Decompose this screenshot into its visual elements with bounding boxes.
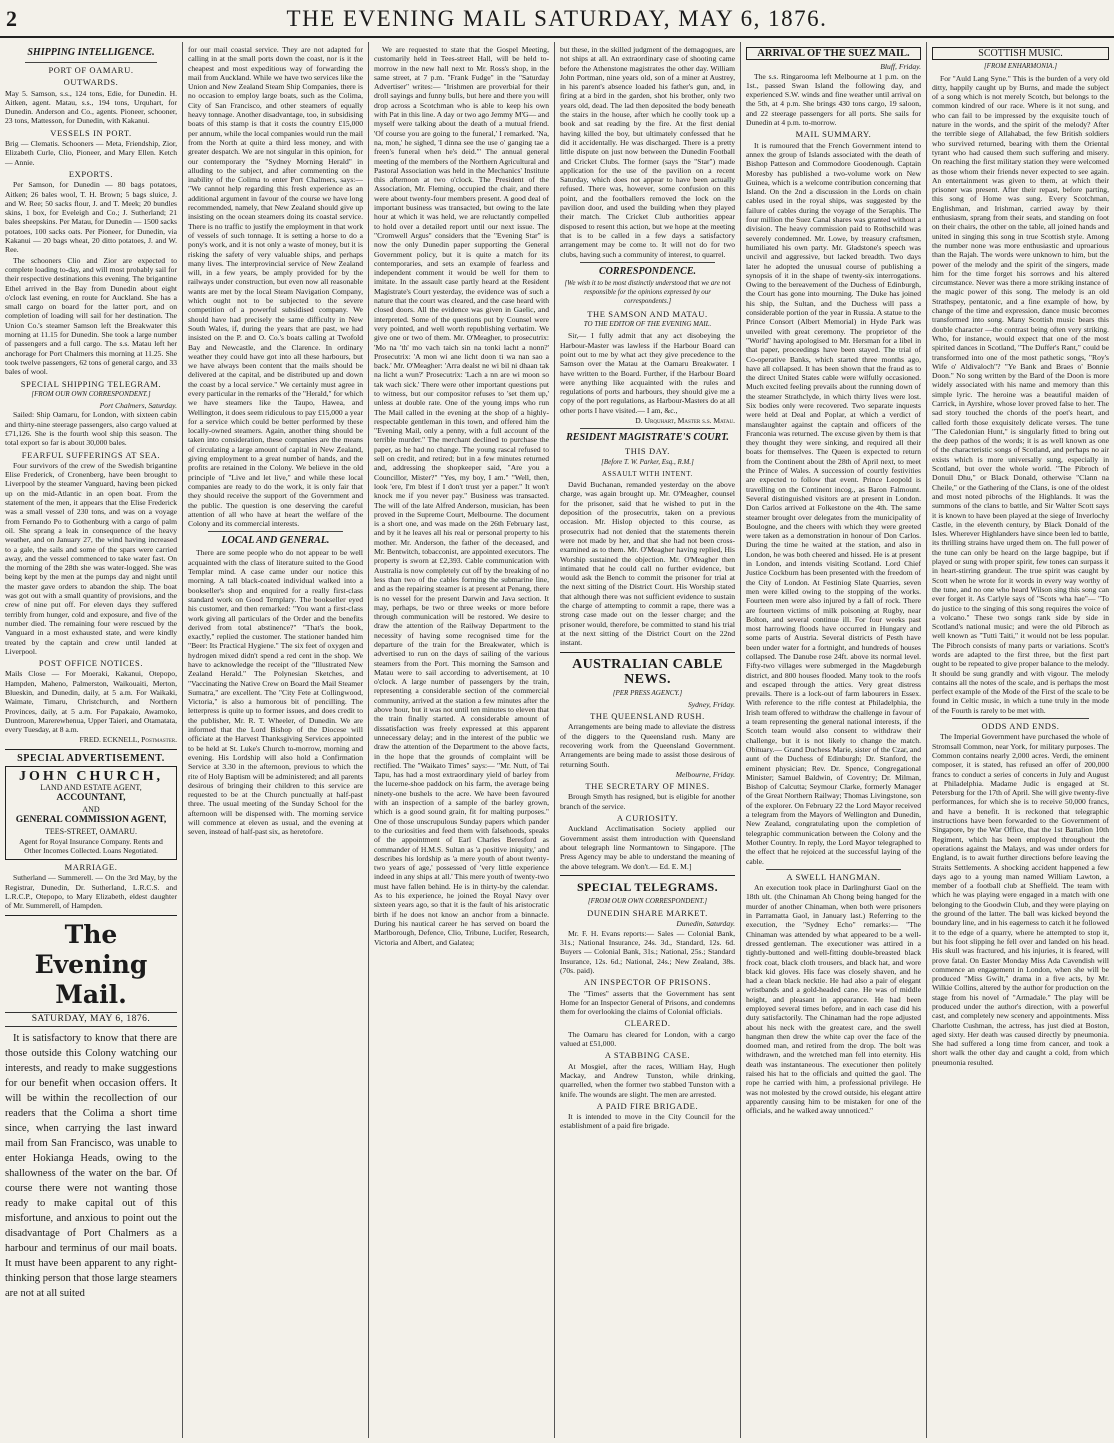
post-office-text: Mails Close — For Moeraki, Kakanui, Otepopo, Hampden, Maheno, Palmerston, Waikouaiti, Merton, Blueskin, and Dunedin, daily, at 5 a.m. For Waikaki, Waimate, Timaru, Christchurch, and Northern Provinces, daily, at 5 a.m. For Papakaio, Awamoko, Duntroon, Marerewhenua, Upper Taieri, and Otamatata, every Tuesday, at 8 a.m. [5, 669, 177, 735]
ad-line: TEES-STREET, OAMARU. [44, 827, 138, 837]
court-day: THIS DAY. [624, 446, 671, 457]
leader-text: It is satisfactory to know that there are those outside this Colony watching our interests, and ready to make suggestions for our benefit when occasion offers. It will be within the recollection of our readers that the Colima a short time since, when carrying the last inward mail from San Francisco, was unable to enter Hokianga Heads, owing to the shallowness of the water on the bar. Of course there were not wanting those ready to make capital out of this misfortune, and anxious to point out the disadvantage of Port Chalmers as a harbour and terminus of our mail boats. It must have been apparent to any right-thinking person that those large steamers are not at all suited [5, 1032, 177, 1299]
curiosity-text: Auckland Acclimatisation Society applied our Government assist them introduction with Queensland about telegraph line Normantown to Singapore. [The Press Agency may be able to understand the meaning of the above telegram. We don't.— Ed. E. M.] [560, 824, 735, 871]
local-general-continued: We are requested to state that the Gospel Meeting, customarily held in Tees-street Hall, will be held to-morrow in the new hall next to Mr. Ross's shop, in the same street, at 7 p.m. "Frank Fudge" in the "Saturday Advertiser" writes:— "Irishmen are proverbial for their droll sayings and funny bulls, but here and there you will drop across a Scotchman who is able to keep his own with Pat in this line. A day or two ago Jemmy M'G— and myself were talking about the death of a mutual friend. 'Of course you are going to the funeral,' I remarked. 'Na, na, mon,' he sighed, 'I dinna see the use o' ganging tae a freen's funeral when he's deid.'" The annual general meeting of the members of the Northern Agricultural and Pastoral Association was held in the Mechanics' Institute this afternoon at two o'clock. The President of the Association, Mr. Fleming, occupied the chair, and there were about twenty-four members present. A good deal of important business was transacted, but owing to the late hour at which it was held, we are reluctantly compelled to hold over a detailed report until our next issue. The "Cromwell Argus" considers that the "Evening Star" is now the only Dunedin paper supporting the General Government policy, but it is quite a match for its contemporaries, and sets an example of fearless and independent comment it would be well for them to imitate. In the assault case partly heard at the Resident Magistrate's Court yesterday, the evidence was of such a nature that the court was cleared, and the case heard with closed doors. All the evidence was given in Gaelic, and interpreted. Some of the questions put by Counsel were very pointed, and well worth republishing verbatim. We give one or two of them. Mr. O'Meagher, to prosecutrix: 'Mo na 'th' mo vach taich sin na tonki lacht a nonn?' Prosecutrix: 'A mon wi ane licht doon ti wa nan sao a back.' Mr. O'Meagher: 'Arra dealst ne wi bil ni dhaan tak na licht a wun?' Prosecutrix: 'Lach a nn are wi moon so tak wach sick.' There were other important questions put to witness, but our compositor refuses to 'set them up,' unless at double rate. One of the young imps who run The Mail called in the evening at the shop of a highly-respectable gentleman in this town, and offered him the "Evening Mail, only a penny, with a full account of the terrible murder." The merchant declined to purchase the paper, as he had no change. The young rascal refused to sell on credit, and retired; but in a few minutes returned and, addressing the shopkeeper said, "Are you a Councillor, Mister?" "Yes, my boy, I am." "Well, then, look 'ere, I'm blest if I don't trust yer a paper." It won't knock me if you never pay." Business was transacted. The will of the late Alfred Anderson, musician, has been proved in the Supreme Court, Melbourne. The document is a short one, and was made on the 26th February last, and by it he leaves all his real or personal property to his mother. Mr. Anderson, the father of the deceased, and Mr. Bentwitch, tobacconist, are appointed executors. The property is sworn at £2,393. Cable communication with Australia is now completely cut off by the breaking of no less than two of the cables forming the submarine line, and as the repairing steamer is at present at Penang, there is no vessel for the present Darwin and Java section. It may, perhaps, be two or three weeks or more before through communication will be restored. We desire to draw the attention of the Railway Department to the necessity of having some recognised time for the departure of the train for the Breakwater, which is advertised to run on the days of sailing of the various steamers from the Port. This morning the Samson and Matau were to sail according to advertisement, at 10 o'clock. A large number of passengers by the train, representing a considerable section of the commercial community, arrived at the station a few minutes after the above hour, but it was not until ten minutes to eleven that the train finally started. A considerable amount of dissatisfaction was freely expressed at this apparent unnecessary delay; and in the interest of the public we draw the attention of the Department to the above facts, in the hope that the grounds of complaint will be rectified. The "Waikato Times" says:— "Mr. Nutt, of Tai Tapu, has had a most extraordinary yield of barley from the lucerne-shoe paddock on his farm, the average being ninety-one bushels to the acre. We have been favoured with an inspection of a sample of the barley grown, which is a good sound grain, fit for malting purposes." One of those unscrupulous Sunday papers which pander to the curiosities and feed them with falsehoods, speaks of the appointment of Earl Charles Beresford as commander of H.M.S. Sultan as 'a positive iniquity,' and describes his lordship as 'a mere youth of about twenty-two years of age,' possessed of 'very little experience indeed in any ships at all.' This mere youth of twenty-two must have fallen behind. He is in thirty-by the calendar. As to his experience, he joined the Royal Navy over sixteen years ago, so that it is the fault of his aristocratic birth if he does not know an anchor from a binnacle. During his nautical career he has served on board the Marlborough, Defence, Clio, Tribune, Lucifer, Research, Victoria and Albert, and Galatea; [374, 45, 549, 947]
divider [560, 875, 735, 876]
suez-text: The s.s. Ringarooma left Melbourne at 1 p.m. on the 1st., passed Swan Island the following day, and experienced S.W. winds and fine weather until arrival on the 5th, at 4 p.m. She brings 430 tons cargo, 19 saloon, and 22 steerage passengers for all ports. She sails for Dunedin at 4 p.m. to-morrow. [746, 71, 921, 128]
cable-dateline: Melbourne, Friday. [675, 769, 735, 779]
divider [580, 262, 715, 263]
correspondence-note: [We wish it to be most distinctly understood that we are not responsible for the opinions expressed by our correspondents.] [564, 278, 731, 306]
heading-rm-court: RESIDENT MAGISTRATE'S COURT. [566, 432, 729, 444]
heading-cleared: CLEARED. [624, 1018, 671, 1029]
vessels-text: Brig — Clematis. Schooners — Meta, Friendship, Zior, Elizabeth Curle, Clio, Pioneer, and Mary Ellen. Ketch — Annie. [5, 139, 177, 167]
divider [25, 62, 157, 63]
cleared-text: The Oamaru has cleared for London, with a cargo valued at £51,000. [560, 1029, 735, 1049]
heading-curiosity: A CURIOSITY. [616, 813, 679, 824]
column-4 [555, 42, 741, 1438]
heading-exports: EXPORTS. [68, 168, 114, 179]
heading-fearful: FEARFUL SUFFERINGS AT SEA. [21, 449, 161, 460]
newspaper-flag: The Evening Mail. [34, 919, 148, 1009]
heading-scottish-music: SCOTTISH MUSIC. [932, 47, 1109, 60]
music-source: [FROM ENHARMONIA.] [983, 62, 1058, 71]
column-1 [0, 42, 183, 1438]
newspaper-title: THE EVENING MAIL SATURDAY, MAY 6, 1876. [286, 6, 828, 31]
heading-correspondence: CORRESPONDENCE. [599, 265, 696, 277]
divider [208, 531, 343, 532]
mines-text: Brough Smyth has resigned, but is eligible for another branch of the service. [560, 792, 735, 811]
court-before: [Before T. W. Parker, Esq., R.M.] [601, 457, 694, 466]
local-general-text: There are some people who do not appear to be well acquainted with the class of literature suited to the Good Templar mind. A case came under our notice this morning. A tall black-coated individual walked into a bookseller's shop and enquired for a really first-class standard work on Good Templary. The bookseller eyed his customer, and then remarked: "You want a first-class work giving all particulars of the Order and the benefits derived from total abstinence?" "That's the book, exactly," replied the customer. The stationer handed him "Beer: Its Practical Hygiene." The six feet of oxygen and hydrogen mixed didn't spend a red cent in the shop. We have to acknowledge the receipt of the "Illustrated New Zealand Herald." The Polynesian Sketches, and "Vaccinating the Native Crew on Board the Mail Steamer Sumatra," are excellent. The "City Fete at Collingwood, Victoria," is also a humorous bit of pencilling. The letterpress is quite up to former issues, and does credit to the publisher, Mr. R. T. Wheeler, of Dunedin. We are informed that the Lord Bishop of the Diocese will officiate at the Harvest Thanksgiving Services appointed to be held at St. Luke's Church to-morrow, morning and evening. His Lordship will also hold a Confirmation Service at 3.30 in the afternoon, previous to which the rite of Holy Baptism will be administered; and all parents desirous of bringing their children to this service are requested to be at the Church punctually at half-past three. The usual meeting of the Sunday School for the afternoon will be dispensed with. The morning service will commence at eleven as usual, and the evening at seven, instead of half-past six, as heretofore. [188, 548, 363, 837]
heading-mail-summary: MAIL SUMMARY. [795, 129, 872, 140]
suez-dateline: Bluff, Friday. [880, 62, 921, 72]
heading-local-general: LOCAL AND GENERAL. [221, 535, 330, 547]
telegram-text: Sailed: Ship Oamaru, for London, with sixteen cabin and thirty-nine steerage passengers, also cargo valued at £71,126. She is the fourth wool ship this season. The total export so far is about 30,000 bales. [5, 410, 177, 448]
ad-name: JOHN CHURCH, [18, 769, 164, 785]
ad-line: AND [82, 805, 100, 815]
letter-signature: D. Urquhart, Master s.s. Matau. [635, 415, 735, 425]
heading-suez-mail: ARRIVAL OF THE SUEZ MAIL. [746, 47, 921, 60]
heading-shipping-telegram: SPECIAL SHIPPING TELEGRAM. [20, 378, 162, 389]
cable-source: [PER PRESS AGENCY.] [612, 688, 683, 697]
heading-queensland-rush: THE QUEENSLAND RUSH. [590, 711, 705, 722]
cable-dateline: Sydney, Friday. [687, 699, 735, 709]
heading-special-telegrams: SPECIAL TELEGRAMS. [576, 879, 719, 894]
share-text: Mr. F. H. Evans reports:— Sales — Colonial Bank, 31s.; National Insurance, 24s. 3d., Standard, 12s. 6d. Buyers — Colonial Bank, 31s.; National, 25s.; Standard Insurance, 12s. 6d.; National, 24s.; New Zealand, 38s. (70s. paid). [560, 928, 735, 975]
ad-line: GENERAL COMMISSION AGENT, [15, 815, 167, 826]
court-charge: ASSAULT WITH INTENT. [602, 469, 693, 478]
heading-swell-hangman: A SWELL HANGMAN. [786, 871, 881, 882]
ad-line: ACCOUNTANT, [56, 793, 126, 804]
column-5 [741, 42, 927, 1438]
heading-fire-brigade: A PAID FIRE BRIGADE. [596, 1100, 699, 1111]
heading-samson-matau: THE SAMSON AND MATAU. [587, 308, 708, 319]
heading-secretary-mines: THE SECRETARY OF MINES. [585, 781, 710, 792]
divider [952, 718, 1089, 719]
ad-line: LAND AND ESTATE AGENT, [40, 783, 142, 793]
divider [5, 915, 177, 916]
divider [580, 428, 715, 429]
mail-summary-text: It is rumoured that the French Government intend to annex the group of Islands associated with the death of Bishop Patteson and Commodore Goodenough. Captain Moresby has published a two-volume work on New Guinea, which is a welcome contribution concerning that Island. On the 2nd a discussion in the Lords on chain cables used in the royal ships, was suggested by the failure of cables during the voyage of the Seraphis. The four million the Suez Canal shares was granted without a division. The heavy commission paid to Rothschild was severely condemned. Mr. Lowe, by treasury craftsmen, humiliated his own party. Mr. Gladstone's speech was uncivil and aggressive, but lacked breadth. Two days later he adopted the unusual course of publishing a synopsis of it in the shape of twenty-six interrogations. Owing to the bereavement of the Duchess of Edinburgh, the Court has gone into mourning. The Duke has joined his ship, the Sultan, and the Duchess will pass a considerable portion of the year in Russia. A statue to the Prince Consort (Albert Memorial) in Hyde Park was unveiled with great ceremony. The proprietor of the "World" having apologised to Mr. Hersman for a libel in that paper, proceedings have been stayed. The trial of Co-operative Banks, which started three months ago, have all collapsed. It has been shown that the fraud as to the direct United States cable were wilfully occasioned. Much excited feeling prevails about the running down of the steamer Strathclyde, in which thirty lives were lost. Six bodies only were recovered. Two separate inquests were held at Deal and Poplar, at which a verdict of manslaughter against the captain and officers of the Franconia was returned. The excuse given by them is that they thought they were sinking, and required all their boats for themselves. The Queen is expected to return from the Continent about the 28th of April next, to meet the Prince of Wales. A succession of courtly festivities are expected to follow that event. Prince Leopold is travelling on the Continent incog., as Baron Falmount. Several distinguished visitors are at present in London. Don Carlos arrived at Folkestone on the 4th. The same steamer brought over delegates from the municipality of Boulogne, and the cheers with which they were greeted were taken as a demonstration in honour of Don Carlos. During the time he waited at the station, and also in London, he was both cheered and hissed. He is at present in London, and intends visiting Scotland. Lord Chief Justice Cockburn has been presented with the freedom of the City of London. At Festiniog Slate Quarries, seven men were killed owing to the stopping of the works. Fourteen men were also injured by a fall of rock. There are fourteen victims of milk poisoning at Rugby, near Bolton, and several continue ill. For four weeks past most harrowing floods have occurred in Hungary and some parts of Austria. Several districts of Pesth have been under water for a fortnight, and hundreds of houses collapsed. The Danube rose 24ft. above its normal level. Fifty-two villages were submerged in the Magdeburgh district, and 800 houses flooded. Many took to the roofs and escaped through the attics. Very great distress prevails. There is a lock-out of farm labourers in Essex. With reference to the rifle contest at Philadelphia, the Irish team offered to withdraw the challenge in favour of a team representing the general national interests, if the Scotch team would also consent to withdraw their challenge, but it is not likely to change the match. Obituary.— Grand Duchess Marie, sister of the Czar, and aunt of the Duchess of Edinburgh; Dr. Stanford, the eminent physician; Rev. Dr. Spence, Congregational Minister; Samuel Baldwin, of Coventry; Dr. Milman, Bishop of Calcutta; Seymour Clarke, formerly Manager of the Great Northern Railway; Thomas Livingstone, son of the explorer. On February 22 the Lord Mayor received a telegram from the Mayors of Wellington and Dunedin, New Zealand, congratulating upon the completion of telegraphic communication between the Colony and the Mother Country. In reply, the Lord Mayor telegraphed to the effect that he rejoiced at the successful laying of the cable. [746, 140, 921, 866]
stabbing-text: At Mosgiel, after the races, William Hay, Hugh Mackay, and Andrew Tunston, while drinking, quarrelled, when the former two stabbed Tunston with a knife. The wounds are slight. The men are arrested. [560, 1061, 735, 1099]
heading-outwards: OUTWARDS. [63, 77, 119, 88]
share-dateline: Dunedin, Saturday. [676, 919, 735, 929]
heading-post-office: POST OFFICE NOTICES. [38, 658, 144, 669]
postmaster-signature: FRED. ECKNELL, Postmaster. [79, 735, 177, 745]
heading-share-market: DUNEDIN SHARE MARKET. [587, 908, 708, 919]
heading-marriage: MARRIAGE. [64, 862, 118, 873]
letter-address: TO THE EDITOR OF THE EVENING MAIL. [583, 320, 712, 329]
fearful-text: Four survivors of the crew of the Swedish brigantine Elise Frederick, of Cronenberg, have been brought to Liverpool by the steamer Vanguard, having been picked up on the mid-Atlantic in an open boat. From the statement of the men, it appears that the Elise Frederick was a small vessel of 230 tons, and was on a voyage from Fernando Po to Gothenburg with a cargo of palm oil. She sprang a leak in consequence of the heavy weather, and on January 27, the wind having increased to a gale, the sails and some of the spars were carried away, and the vessel commenced to take water fast. On the morning of the 28th she was water-logged. She was being kept by the men at the pumps day and night until the master gave orders to abandon the ship. The boat was got out with a small quantity of provisions, and the crew of nine put off. For eleven days they suffered terribly from hunger, cold and exposure, and five of the number died. The remaining four were rescued by the Vanguard in a most exhausted state, and were kindly treated by the captain and crew until landed at Liverpool. [5, 460, 177, 656]
column-2 [183, 42, 369, 1438]
heading-shipping: SHIPPING INTELLIGENCE. [27, 47, 155, 58]
heading-vessels: VESSELS IN PORT. [50, 127, 132, 138]
heading-inspector: AN INSPECTOR OF PRISONS. [583, 977, 712, 988]
court-text: David Buchanan, remanded yesterday on the above charge, was again brought up. Mr. O'Meagher, counsel for the prisoner, said that he wished to put in the deposition of the prosecutrix, taken on a previous occasion. Mr. Hislop objected to this course, as prosecutrix had not denied that the statements therein were not made by her, and that she had not been cross-examined as to them. Mr. O'Meagher having replied, His Worship sustained the objection. Mr. O'Meagher then intimated that he could call no further evidence, but would ask the Bench to commit the prisoner for trial at the next sitting of the District Court. His Worship stated that although there was not sufficient evidence to sustain the charge of attempting to commit a rape, there was a strong case made out on the lesser charge; and the prisoner would, therefore, be committed to stand his trial at the next sitting of the District Court on the 22nd instant. [560, 480, 735, 648]
heading-cable-news: AUSTRALIAN CABLE NEWS. [572, 656, 723, 687]
column-4-text: but these, in the skilled judgment of the demagogues, are not ships at all. An extraordinary case of shooting came before the Athenstone magistrates the other day. William John Portman, nine years old, son of a miner at Austrey, in his parent's absence loaded his father's gun, and, in firing at a bird in the garden, shot his brother, only two years old, dead. The lad then deposited the body beneath the stairs in the house, after which he coolly took up a book and sat reading by the fire. At the first denial having killed the boy, but ultimately confessed that he did it accidentally. He was discharged. There is a pretty little dispute on just now between the Dunedin Football and Cricket Clubs. The former (says the "Star") made application for the use of the pavilion on a recent Saturday, which does not appear to have been actually refused. There was, however, some confusion on this point, and the footballers removed the lock on the pavilion door, and used the building when they played their match. The Cricket Club authorities appear disposed to resent this action, but we hope at the meeting that is to be called in a few days a satisfactory arrangement may be come to. It will not do for two clubs, having such a community of interest, to quarrel. [560, 45, 735, 259]
column-3 [369, 42, 555, 1438]
hangman-text: An execution took place in Darlinghurst Gaol on the 18th ult. (the Chinaman Ah Chong being hanged for the murder of another Chinaman, when both were prisoners in Parramatta Gaol, in January last.) Referring to the execution, the "Sydney Echo" remarks:— "The Chinaman was attended by what appeared to be a well-dressed gentleman. The executioner was attired in a tightly-buttoned and well-fitting double-breasted black frock coat, black cloth trousers, and black hat, and wore black kid gloves. His face was closely shaven, and he had a clean black necktie. He had also a pair of elegant wristbands and a gold-headed cane. He was of middle height, and pleasant in appearance. He had been employed several times before, and in each case did his duty satisfactorily. The Chinaman had the rope adjusted about his neck with the greatest care, and the swell hangman then drew the white cap over the face of the doomed man, and retired from the drop. The bolt was withdrawn, and the wretched man fell into eternity. His death was instantaneous. The executioner then politely raised his hat to the officials and quitted the gaol. The rope he carried with him, a professional privilege. He was not molested by the crowd outside, his elegant attire apparently causing him to be mistaken for one of the officials, and he walked away unnoticed." [746, 883, 921, 1116]
inspector-text: The "Times" asserts that the Government has sent Home for an Inspector General of Prisons, and condemns them for overlooking the claims of Colonial officials. [560, 988, 735, 1017]
ad-line: Agent for Royal Insurance Company. Rents and Other Incomes Collected. Loans Negotiated. [19, 837, 163, 856]
heading-odds-ends: ODDS AND ENDS. [981, 721, 1060, 732]
outwards-text: May 5. Samson, s.s., 124 tons, Edie, for Dunedin. H. Aitken, agent. Matau, s.s., 194 tons, Urquhart, for Dunedin. Anderson and Co., agents. Pioneer, schooner, 23 tons, Mattesson, for Dunedin, with Kakanui. [5, 88, 177, 126]
divider [5, 749, 177, 750]
rush-text: Arrangements are being made to alleviate the distress of the diggers to the Queensland rush. Many are recovering work from the Queensland Government. Arrangements are being made to assist those desirous of returning South. [560, 722, 735, 769]
special-source: [FROM OUR OWN CORRESPONDENT.] [587, 896, 708, 905]
telegram-dateline: Port Chalmers, Saturday. [99, 401, 177, 411]
shipping-news-text: The schooners Clio and Zior are expected to complete loading to-day, and will most probably sail for their respective destinations this evening. The brigantine Ethel arrived in the Bay from Dunedin about eight o'clock last evening, en route for Auckland. She has a small cargo on board for the latter port, and on completion of loading will sail for her destination. The Union Co.'s steamer Samson left the Breakwater this morning at 11.15 for Dunedin. She took a large number of passengers and a full cargo. The s.s. Matau left her anchorage for Port Chalmers this morning at 11.25. She took twelve passengers, 62 tons of general cargo, and 33 bales of wool. [5, 255, 177, 377]
odds-ends-text: The Imperial Government have purchased the whole of Stromsall Common, near York, for military purposes. The Common contains nearly 2,000 acres. Verdi, the eminent composer, it is stated, has refused an offer of 200,000 francs to conduct a series of concerts in July and August at Philadelphia. Madame Judic is engaged at St. Petersburg for the 17th of April. She will give twenty-five performances, for which she is to receive 50,000 francs, and have a benefit. It is reckoned that telegraphic instructions have been forwarded to the Government of Singapore, by the War Office, that the 1st Battalion 10th Regiment, which has been employed throughout the operations against the Malays, and was under orders for England, is to await further directions before leaving the Straits Settlements. A shocking accident happened a few days ago to a young man named William Lawton, a member of a football club at Sheffield. The team with which he was playing were engaged in a match with one belonging to the Goodwin Club, and they were playing on the ground of the latter. The ball was kicked beyond the boundary line, and in his eagerness to catch it he followed it to the edge of a quarry, where he attempted to stop it, but his foot slipping he fell over and landed on his head. His skull was fractured, and his injuries, it is feared, will prove fatal. On Easter Monday Miss Ada Cavendish will commence an engagement in London, when she will be produced "Miss Gwilt," drama in a five acts, by Mr. Wilkie Collins, altered by the author for production on the stage from his novel of "Armadale." The play will be produced under the author's direction, with a powerful cast, and completely new scenery and appointments. Miss Charlotte Cushman, the actress, has just died at Boston, aged sixty. Her death was caused directly by pneumonia. She had suffered a long time from cancer, and took a short walk the other day and caught a cold, from which pneumonia resulted. [932, 732, 1109, 1067]
letter-text: Sir,— I fully admit that any act disobeying the Harbour-Master was lawless if the Harbour Board can point out to me by what act they give precedence to the Samson over the Matau at the Oamaru Breakwater. I have written to the Board. Further, if the Harbour Board were anything like acquainted with the rules and regulations of ports and harbours, they should give me a copy of the port regulations, as Harbour-Masters do at all other ports I have visited.— I am, &c., [560, 331, 735, 415]
heading-stabbing: A STABBING CASE. [604, 1050, 691, 1061]
fire-brigade-text: It is intended to move in the City Council for the establishment of a paid fire brigade. [560, 1112, 735, 1131]
divider [766, 869, 901, 870]
divider [560, 652, 735, 653]
columns [0, 42, 1114, 1438]
column-6 [927, 42, 1114, 1438]
advertisement-john-church [5, 766, 177, 860]
page-number: 2 [6, 6, 17, 31]
flag-date: SATURDAY, MAY 6, 1876. [5, 1012, 177, 1027]
exports-text: Per Samson, for Dunedin — 80 bags potatoes, Aitken; 26 bales wool, T. H. Brown; 5 bags sluice, J. and W. Ree; 50 sacks flour, J. and T. Meek; 20 bundles skins, 1 box, for Eveleigh and Co.; J. Sutherland; 21 bales sheepskins. Per Matau, for Dunedin — 1500 sacks potatoes, 100 sacks oats. Per Pioneer, for Dunedin, via Kakanui — 20 bags wheat, 20 ditto potatoes, J. and W. Ree. [5, 180, 177, 255]
marriage-text: Sutherland — Summerell. — On the 3rd May, by the Registrar, Dunedin, Dr. Sutherland, L.R.C.S. and L.R.C.P., Otepopo, to Mary Elizabeth, eldest daughter of Mr. Summerell, of Hampden. [5, 873, 177, 911]
scottish-music-text: For "Auld Lang Syne." This is the burden of a very old ditty, happily caught up by Burns, and made the subject of a song which is not merely Scotch, but belongs to the common kindred of our race. Where is it not sung, and who can fail to be impressed by the exquisite touch of nature in the words, and the spirit of the melody? After the terrible siege of Allahabad, the few British soldiers who survived returned, bearing with them the Oriental tyrant who had caused them such suffering and misery. On reaching the first military station they were welcomed as those whom their friends never expected to see again. An entertainment was given to them, at which their prisoner was present. After their repast, before parting, this song of Home was sung. Every Scotchman, Englishman, and Irishman, carried away by their enthusiasm, sprang from their seats, and standing on foot on their chairs, the other on the table, all joined hands and united in singing this song in true Scottish style. Among the number none was more enthusiastic and uproarious than the Rajah. The words were unknown to him, but the power of the melody and the spirit of the singers, made him for the time forget his sorrows and his altered circumstance. Never was there a more striking instance of the magic power of this song. The melody is an old Strathspey, pentatonic, and a fine example of how, by change of the time and expression, dance music becomes transformed into song. Many Scottish music bears this double character —the contrast being often very striking. Who, for instance, would expect that one of the most spirited dances in Scotland, "The Duffer's Rant," could be transformed into one of the most pathetic songs, "Roy's Wife o' Aldivaloch"? "Ye Bank and Braes o' Bonnie Doon." No song written by the Bard of the Doon is more widely associated with his name and memory than this simple lyric. The heroine was a beautiful maiden of Carrick, in Ayrshire, whose lover proved false to her. The sad story touched the chords of the poet's heart, and called forth those exquisitely delicate verses. The tune "The Caledonian Hunt," is singularly fitted to bring out the deep pathos of the words; it is as well known as one of the characteristic songs of Scotland, and perhaps no air exists which is more universally sung, especially in Scotland, but over the whole world. "The Pibroch of Donuil Dhu," or Black Donald, otherwise "Clann na Cheile," or the Gathering of the Clans, is one of the oldest and most noted pibrochs of the Highlands. It was the summons of the clans to battle, and Sir Walter Scott says it is known to have been played at the siege of Inverlochy Castle, in the eleventh century, by Black Donald of the Isles. Wherever Highlanders have since been led to battle, its thrilling strains have urged them on. The full power of the tune can only be heard on the large bagpipe, but if played or sung with proper spirit, few tones can surpass it in heart-stirring grandeur. The true spirit was caught by Scott when he wrote for it words in every way worthy of the tune, and no one who heard Wilson sing this song can ever forget it. As Carlyle says of "Scots wha hae"— "To do justice to the singing of this song requires the voice of a volcano." These two songs rank side by side in Scotland's national music; and were the old Pibroch as well known as "Tutti Taiti," it would not be less popular. The Pibroch consists of many parts or variations. Scott's words are adapted to the first three, but the first part ought to be repeated to give proper balance to the melody. It should be sung grandly and with vigour. The melody contains all the notes of the scale, and is perhaps the most perfect example of the Mode of the First of the scale to be found in Celtic music, in which a tune truly in the mode of the Fourth is rarely to be met with. [932, 73, 1109, 715]
heading-port: PORT OF OAMARU. [48, 65, 134, 75]
telegram-source: [FROM OUR OWN CORRESPONDENT.] [31, 389, 151, 398]
masthead [0, 0, 1114, 38]
heading-special-ad: SPECIAL ADVERTISEMENT. [17, 752, 165, 764]
leader-continued: for our mail coastal service. They are not adapted for calling in at the small ports down the coast, nor is it the cheapest and most expeditious way of forwarding the mail from Auckland. While we have two services like the Union and New Zealand Steam Ship Companies, there is no occasion to employ large boats, such as the Colima, City of San Francisco, and other steamers of equally heavy tonnage. Another disadvantage, too, in subsidising boats of this stamp is that it costs the country £15,000 per annum, while the local companies would run the mail from the North at quite a third less money, and with greater despatch. We are not singular in this opinion, for our contemporary the "Sydney Morning Herald" in alluding to the subject, and after commenting on the inability of the Colima to enter Port Chalmers, says:— "We cannot help regarding this fresh experience as an additional argument in favour of the course we have long recommended, namely, that New Zealand should give up insisting on the ocean steamers doing its coastal service. There is no traffic to justify the employment in that work of vessels of such tonnage. It is setting a horse to do a pony's work, and it is not only a waste of money, but it is risking the safety of very valuable ships, and perhaps many lives. The interprovincial service of New Zealand will, in a few years, be amply provided for by the railways under construction, but even now all reasonable wants are met by the local Steam Navigation Company, which ought not to be subjected to the severe competition of a powerful subsidised company. We should have had precisely the same difficulty in New South Wales, if, during the years that are past, we had insisted on the P. and O. Co.'s boats calling at Twofold Bay and Newcastle, and the Clarence. In ordinary weather they could have got into all these harbours, but we have always been content that the mails should be delivered at the capital, and be distributed up and down the coast by a local service." We certainly must agree in every particular in the remarks of the "Herald," for which we have steamers like the Taupo, Hawea, and Wellington, it does seem ridiculous to pay £15,000 a year for a service which could be better performed by these locally-owned steamers. Again, another thing should be taken into consideration, these companies are the means of circulating a large amount of capital in New Zealand, giving employment to a great number of hands, and the profits are retained in the Colony. We believe in the old principle of "Live and let live," and while these local companies are ready to do the work, it is only fair that they should receive the support of the Government and the public. The question is one deserving the careful attention of all who have at heart the welfare of the Colony and its commercial interests. [188, 45, 363, 529]
